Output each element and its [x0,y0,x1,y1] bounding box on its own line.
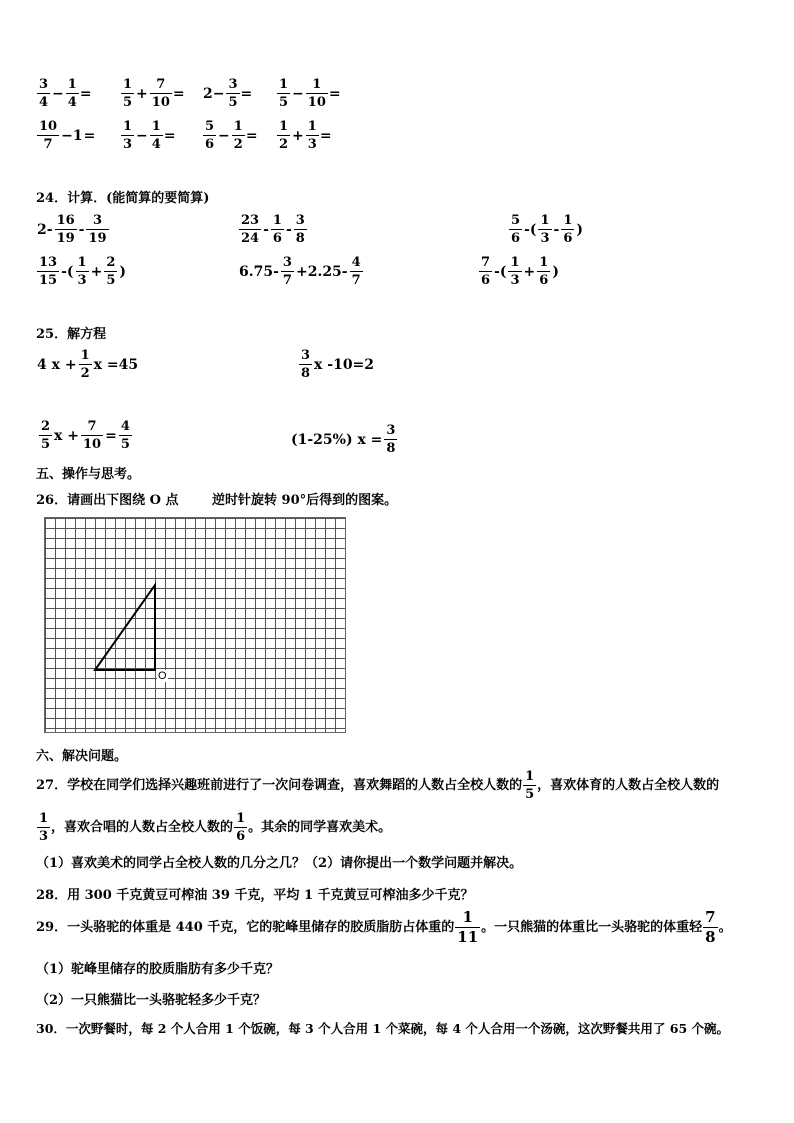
denominator: 2 [80,366,90,381]
fraction [306,78,328,109]
operator: = [172,85,185,102]
denominator: 3 [307,137,317,152]
fraction [538,214,551,245]
q27-text-4: 。其余的同学喜欢美术。 [248,820,392,835]
denominator: 3 [510,273,520,288]
numerator: 1 [307,119,317,134]
q30-text: 30．一次野餐时，每 2 个人合用 1 个饭碗，每 3 个人合用 1 个菜碗，每 4 个人合用一个汤碗，这次野餐共用了 65 个碗。 [36,1021,730,1036]
denominator: 15 [39,273,58,288]
fraction [37,78,50,109]
denominator: 5 [279,95,289,110]
denominator: 10 [151,95,170,110]
q24-expr-1 [36,214,110,245]
denominator: 10 [307,95,326,110]
operator: 2− [203,85,225,102]
operator: +2.25- [295,263,348,280]
q28-text: 28．用 300 千克黄豆可榨油 39 千克，平均 1 千克黄豆可榨油多少千克？ [36,888,474,903]
denominator: 5 [228,95,238,110]
numerator: 2 [41,419,51,434]
denominator: 4 [39,95,49,110]
q29-text-2: 。一只熊猫的体重比一头骆驼的体重轻 [481,920,703,935]
fraction [299,349,312,380]
fraction [537,256,550,287]
numerator: 10 [39,119,58,134]
numerator: 5 [205,119,215,134]
denominator: 5 [106,273,116,288]
operator: + [136,85,148,102]
denominator: 2 [279,137,289,152]
operator: ) [576,221,584,238]
q29-line-1 [36,910,732,945]
denominator: 6 [272,231,282,246]
operator: − [136,127,148,144]
numerator: 1 [272,213,282,228]
q27-line-1 [36,770,719,801]
fraction [277,120,290,151]
q24-expr-2 [238,214,308,245]
denominator: 6 [481,273,491,288]
numerator: 3 [228,77,238,92]
numerator: 16 [56,213,75,228]
fraction [271,214,284,245]
numerator: 5 [511,213,521,228]
numerator: 1 [540,213,550,228]
denominator: 4 [67,95,77,110]
fraction [226,78,239,109]
q25-eq-2 [298,349,375,380]
denominator: 6 [205,137,215,152]
section-6-heading: 六、解决问题。 [36,749,128,764]
fraction [79,349,92,380]
oral-item [202,120,258,151]
fraction [294,214,307,245]
square-grid [44,517,346,733]
denominator: 5 [41,437,51,452]
q29-sub-2: （2）一只熊猫比一头骆驼轻多少千克？ [36,993,267,1008]
operator: - [78,221,85,238]
denominator: 6 [539,273,549,288]
q29-sub-1: （1）驼峰里储存的胶质脂肪有多少千克？ [36,962,280,977]
numerator: 1 [233,119,243,134]
operator: + [523,263,536,280]
q27-text-2: ，喜欢体育的人数占全校人数的 [537,778,720,793]
q27-sub: （1）喜欢美术的同学占全校人数的几分之几？（2）请你提出一个数学问题并解决。 [36,856,523,871]
numerator: 23 [241,213,260,228]
q25-eq-1 [36,349,139,380]
operator: = [319,127,332,144]
fraction [81,420,103,451]
denominator: 5 [123,95,133,110]
q27-frac-1: $\frac{1}{5}$ [525,769,535,802]
fraction [239,214,261,245]
denominator: 3 [123,137,133,152]
q24-expr-3 [508,214,584,245]
operator: ) [119,263,126,280]
numerator: 3 [282,255,292,270]
fraction [509,214,522,245]
fraction [121,78,134,109]
numerator: 3 [301,348,311,363]
fraction [508,256,521,287]
denominator: 4 [151,137,161,152]
operator: + [292,127,304,144]
operator: x + [54,427,79,444]
q24-expr-5 [238,256,364,287]
fraction [55,214,77,245]
operator: = [328,85,341,102]
operator: = [105,427,117,444]
numerator: 1 [279,119,289,134]
denominator: 24 [241,231,260,246]
fraction [39,420,52,451]
operator: x =45 [93,356,139,373]
numerator: 7 [150,78,172,94]
operator: = [163,127,176,144]
fraction [561,214,574,245]
denominator: 3 [77,273,87,288]
section-5-heading: 五、操作与思考。 [36,467,141,482]
oral-item [276,78,341,109]
operator: − [292,85,304,102]
q24-title: 24．计算．(能简算的要简算) [36,191,210,206]
operator: 4 x + [37,356,77,373]
numerator: 1 [279,77,289,92]
operator: -( [524,221,537,238]
denominator: 3 [540,231,550,246]
numerator: 1 [306,78,328,94]
operator: −1 [61,127,83,144]
numerator: 13 [39,255,58,270]
rotation-center-label: O [158,670,167,682]
numerator: 3 [39,77,49,92]
numerator: 3 [386,423,396,438]
numerator: 7 [481,255,491,270]
operator: = [240,85,253,102]
numerator: 3 [295,213,305,228]
fraction [203,120,216,151]
fraction [76,256,89,287]
fraction [281,256,294,287]
denominator: 8 [295,231,305,246]
denominator: 7 [43,137,53,152]
fraction [479,256,492,287]
fraction [150,78,172,109]
operator: = [245,127,258,144]
q29-text-1: 29．一头骆驼的体重是 440 千克，它的驼峰里储存的胶质脂肪占体重的 [36,920,455,935]
operator: -( [494,263,507,280]
denominator: 7 [282,273,292,288]
fraction [121,120,134,151]
denominator: 2 [233,137,243,152]
operator: ) [552,263,559,280]
oral-item [276,120,332,151]
q26-text-a: 26．请画出下图绕 O 点 [36,493,179,508]
operator: + [90,263,103,280]
operator: − [218,127,230,144]
operator: x -10=2 [314,356,375,373]
operator: (1-25%) x = [291,431,383,448]
q25-title: 25．解方程 [36,327,107,342]
q27-frac-3: $\frac{1}{6}$ [236,811,246,844]
q24-expr-6 [478,256,560,287]
q27-text-1: 27．学校在同学们选择兴趣班前进行了一次问卷调查，喜欢舞蹈的人数占全校人数的 [36,778,523,793]
q25-eq-4 [290,424,398,455]
fraction [277,78,290,109]
operator: - [285,221,292,238]
numerator: 2 [106,255,116,270]
fraction [306,120,319,151]
fraction [66,78,79,109]
denominator: 8 [301,366,311,381]
numerator: 1 [67,77,77,92]
denominator: 7 [351,273,361,288]
operator: − [52,85,64,102]
oral-item [120,120,176,151]
fraction [104,256,117,287]
numerator: 1 [151,119,161,134]
operator: -( [61,263,74,280]
fraction [150,120,163,151]
numerator: 1 [80,348,90,363]
q27-line-2 [36,812,391,843]
numerator: 1 [539,255,549,270]
operator: 2- [37,221,53,238]
operator: = [79,85,92,102]
numerator: 1 [123,77,133,92]
q29-frac-2: $\frac{7}{8}$ [705,908,716,946]
denominator: 19 [88,231,107,246]
numerator: 1 [77,255,87,270]
q24-expr-4 [36,256,127,287]
q27-frac-2: $\frac{1}{3}$ [39,811,49,844]
fraction [37,120,59,151]
denominator: 6 [511,231,521,246]
denominator: 19 [56,231,75,246]
denominator: 6 [563,231,573,246]
denominator: 10 [83,437,102,452]
oral-item [36,78,92,109]
q25-eq-3 [38,420,133,451]
fraction [232,120,245,151]
denominator: 8 [386,441,396,456]
q27-text-3: ，喜欢合唱的人数占全校人数的 [51,820,234,835]
denominator: 5 [120,437,130,452]
numerator: 7 [81,420,103,436]
fraction [350,256,363,287]
operator: = [83,127,96,144]
oral-item [120,78,185,109]
q26-text-b: 逆时针旋转 90°后得到的图案。 [212,493,398,508]
oral-item [202,78,252,109]
operator: - [553,221,560,238]
numerator: 1 [510,255,520,270]
fraction [37,256,59,287]
numerator: 1 [563,213,573,228]
numerator: 4 [120,419,130,434]
fraction [119,420,132,451]
operator: 6.75- [239,263,279,280]
numerator: 3 [86,214,108,230]
q29-frac-1: $\frac{1}{11}$ [457,908,479,946]
operator: - [263,221,269,238]
numerator: 1 [123,119,133,134]
q29-text-3: 。 [718,920,732,935]
oral-item [36,120,95,151]
numerator: 4 [351,255,361,270]
fraction [384,424,397,455]
fraction [86,214,108,245]
